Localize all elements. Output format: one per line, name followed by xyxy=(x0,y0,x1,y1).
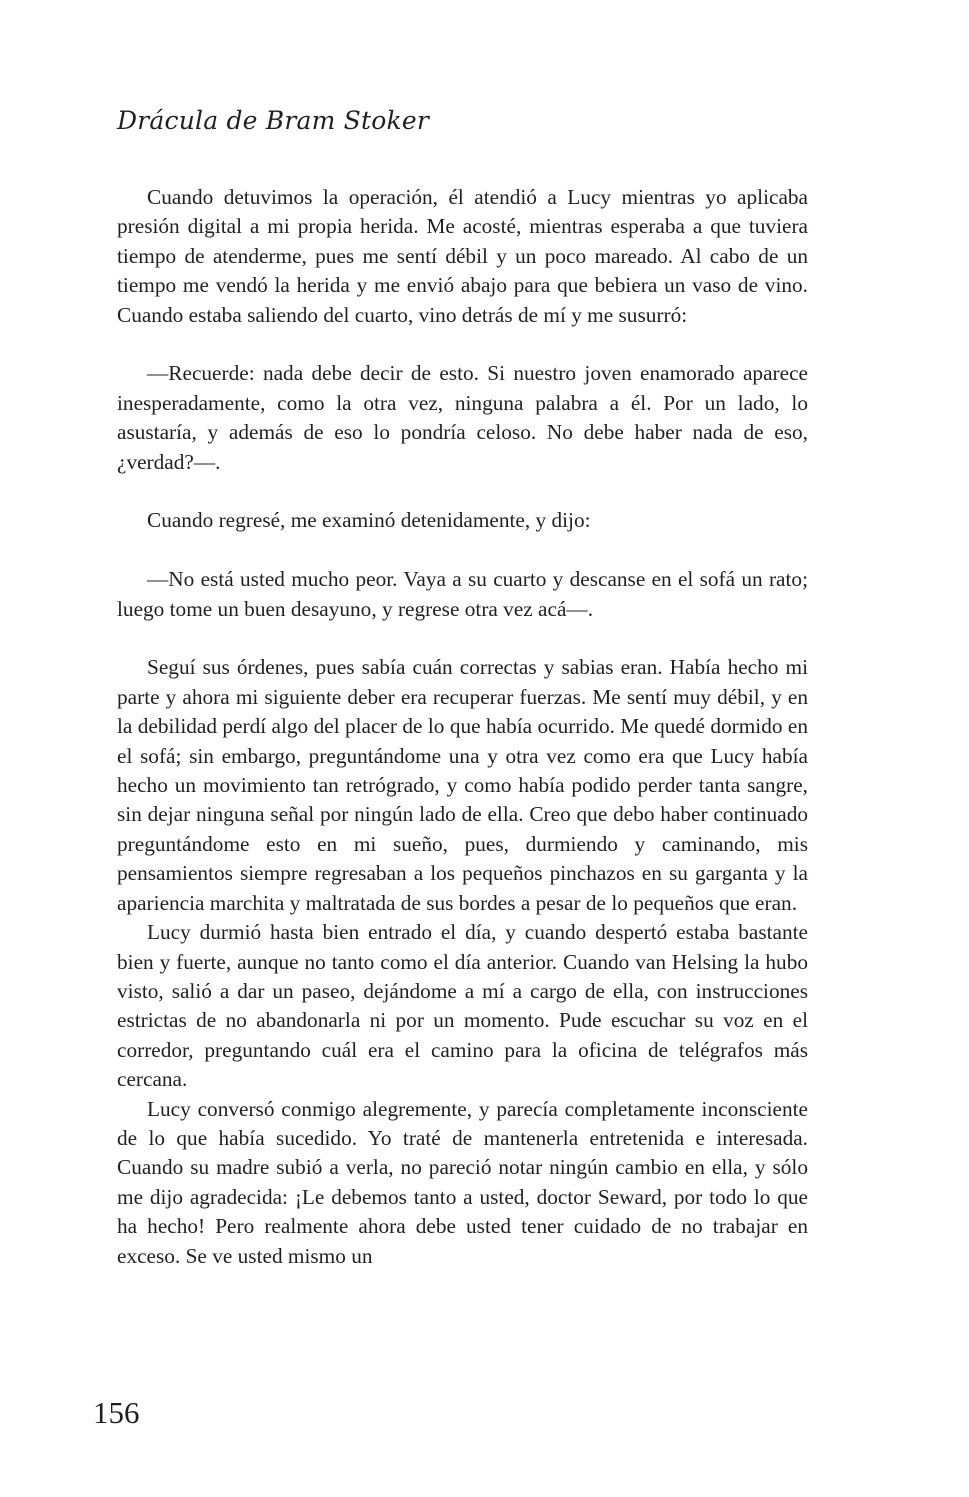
paragraph-6: Lucy durmió hasta bien entrado el día, y cuando despertó estaba bastante bien y fuerte, aunque no tanto como el día anterior. Cuando van Helsing la hubo visto, salió a dar un paseo, dejándome a mí a cargo de ella, con instrucciones estrictas de no abandonarla ni por un momento. Pude escuchar su voz en el corredor, preguntando cuál era el camino para la oficina de telégrafos más cercana. xyxy=(117,920,808,1092)
paragraph-2: —Recuerde: nada debe decir de esto. Si nuestro joven enamorado aparece inesperadamente, como la otra vez, ninguna palabra a él. Por un lado, lo asustaría, y además de eso lo pondría celoso. No debe haber nada de eso, ¿verdad?—. xyxy=(117,361,808,474)
running-header-title: Drácula de Bram Stoker xyxy=(117,106,429,135)
paragraph-5: Seguí sus órdenes, pues sabía cuán correctas y sabias eran. Había hecho mi parte y ahora mi siguiente deber era recuperar fuerzas. Me sentí muy débil, y en la debilidad perdí algo del placer de lo que había ocurrido. Me quedé dormido en el sofá; sin embargo, preguntándome una y otra vez como era que Lucy había hecho un movimiento tan retrógrado, y como había podido perder tanta sangre, sin dejar ninguna señal por ningún lado de ella. Creo que debo haber continuado preguntándome esto en mi sueño, pues, durmiendo y caminando, mis pensamientos siempre regresaban a los pequeños pinchazos en su garganta y la apariencia marchita y maltratada de sus bordes a pesar de lo pequeños que eran. xyxy=(117,655,808,915)
paragraph-3: Cuando regresé, me examinó detenidamente, y dijo: xyxy=(147,508,591,533)
paragraph-7: Lucy conversó conmigo alegremente, y parecía completamente inconsciente de lo que había sucedido. Yo traté de mantenerla entretenida e interesada. Cuando su madre subió a verla, no pareció notar ningún cambio en ella, y sólo me dijo agradecida: ¡Le debemos tanto a usted, doctor Seward, por todo lo que ha hecho! Pero realmente ahora debe usted tener cuidado de no trabajar en exceso. Se ve usted mismo un xyxy=(117,1096,808,1268)
body-text xyxy=(117,183,808,1271)
page-number: 156 xyxy=(93,1395,140,1430)
paragraph-4: —No está usted mucho peor. Vaya a su cuarto y descanse en el sofá un rato; luego tome un buen desayuno, y regrese otra vez acá—. xyxy=(117,567,808,621)
paragraph-1: Cuando detuvimos la operación, él atendió a Lucy mientras yo aplicaba presión digital a mi propia herida. Me acosté, mientras esperaba a que tuviera tiempo de atenderme, pues me sentí débil y un poco mareado. Al cabo de un tiempo me vendó la herida y me envió abajo para que bebiera un vaso de vino. Cuando estaba saliendo del cuarto, vino detrás de mí y me susurró: xyxy=(117,185,808,327)
